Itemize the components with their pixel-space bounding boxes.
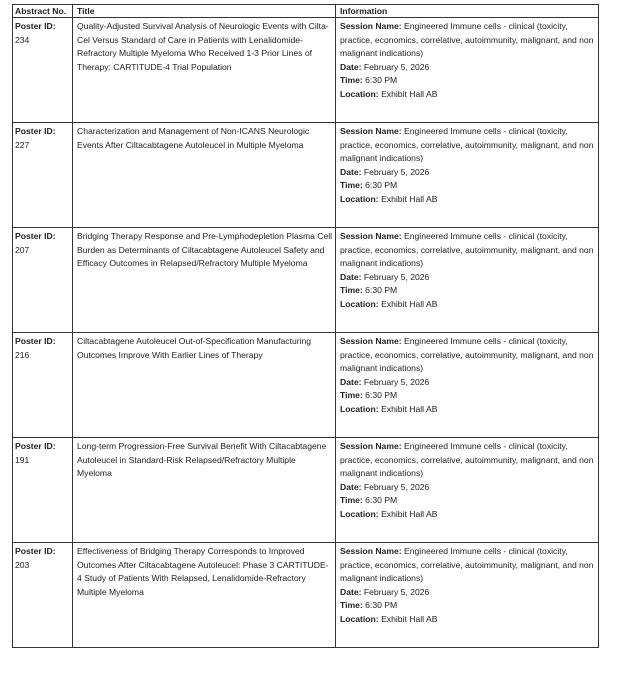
date-value: February 5, 2026 (363, 61, 430, 72)
time-line (340, 179, 596, 193)
title-cell: Bridging Therapy Response and Pre-Lymphodepletion Plasma Cell Burden as Determinants of Ciltacabtagene Autoleucel Safety and Efficacy Outcomes in Relapsed/Refractory Multiple Myeloma (73, 228, 336, 333)
poster-id-label: Poster ID: (15, 441, 56, 451)
location-value: Exhibit Hall AB (381, 298, 438, 309)
poster-id-label: Poster ID: (15, 21, 56, 31)
table-row (13, 438, 599, 543)
time-label: Time: (340, 390, 363, 401)
title-cell: Long-term Progression-Free Survival Benefit With Ciltacabtagene Autoleucel in Standard-Risk Relapsed/Refractory Multiple Myeloma (73, 438, 336, 543)
session-name-label: Session Name: (340, 126, 402, 136)
abstract-no-cell (13, 333, 73, 438)
time-line (340, 74, 596, 88)
date-label: Date: (340, 376, 362, 387)
session-name-label: Session Name: (340, 336, 402, 346)
poster-id-value: 203 (15, 559, 30, 570)
abstract-no-cell (13, 543, 73, 648)
time-label: Time: (340, 495, 363, 506)
location-label: Location: (340, 193, 379, 204)
location-value: Exhibit Hall AB (381, 193, 438, 204)
time-line (340, 494, 596, 508)
poster-id-value: 216 (15, 349, 30, 360)
date-value: February 5, 2026 (363, 376, 430, 387)
location-line (340, 613, 596, 627)
location-value: Exhibit Hall AB (381, 508, 438, 519)
table-row (13, 228, 599, 333)
date-line (340, 481, 596, 495)
time-value: 6:30 PM (365, 390, 398, 401)
session-name-value: Engineered Immune cells - clinical (toxicity, practice, economics, correlative, autoimmunity, malignant, and non malignant indications) (340, 336, 594, 374)
table-row (13, 543, 599, 648)
table-row (13, 18, 599, 123)
location-line (340, 88, 596, 102)
abstract-no-cell (13, 438, 73, 543)
table-header-row (13, 5, 599, 18)
table-row (13, 333, 599, 438)
abstract-no-cell (13, 228, 73, 333)
date-label: Date: (340, 586, 362, 597)
session-name-value: Engineered Immune cells - clinical (toxicity, practice, economics, correlative, autoimmunity, malignant, and non malignant indications) (340, 21, 594, 59)
date-label: Date: (340, 271, 362, 282)
date-line (340, 586, 596, 600)
time-value: 6:30 PM (365, 180, 398, 191)
session-name-label: Session Name: (340, 21, 402, 31)
location-line (340, 193, 596, 207)
time-label: Time: (340, 75, 363, 86)
information-cell (336, 438, 599, 543)
poster-id-label: Poster ID: (15, 126, 56, 136)
session-name-value: Engineered Immune cells - clinical (toxicity, practice, economics, correlative, autoimmunity, malignant, and non malignant indications) (340, 546, 594, 584)
information-cell (336, 543, 599, 648)
session-name-value: Engineered Immune cells - clinical (toxicity, practice, economics, correlative, autoimmunity, malignant, and non malignant indications) (340, 441, 594, 479)
header-information: Information (336, 5, 599, 18)
abstracts-table (12, 4, 599, 648)
session-line (340, 335, 596, 376)
poster-id-label: Poster ID: (15, 231, 56, 241)
session-line (340, 125, 596, 166)
session-name-label: Session Name: (340, 546, 402, 556)
date-line (340, 271, 596, 285)
date-line (340, 166, 596, 180)
location-label: Location: (340, 403, 379, 414)
location-line (340, 298, 596, 312)
session-name-value: Engineered Immune cells - clinical (toxicity, practice, economics, correlative, autoimmunity, malignant, and non malignant indications) (340, 231, 594, 269)
information-cell (336, 123, 599, 228)
poster-id-label: Poster ID: (15, 336, 56, 346)
poster-id-label: Poster ID: (15, 546, 56, 556)
location-label: Location: (340, 613, 379, 624)
abstract-no-cell (13, 18, 73, 123)
location-value: Exhibit Hall AB (381, 613, 438, 624)
title-cell: Characterization and Management of Non-ICANS Neurologic Events After Ciltacabtagene Autoleucel in Multiple Myeloma (73, 123, 336, 228)
session-name-label: Session Name: (340, 231, 402, 241)
date-value: February 5, 2026 (363, 481, 430, 492)
date-value: February 5, 2026 (363, 271, 430, 282)
date-label: Date: (340, 166, 362, 177)
time-value: 6:30 PM (365, 285, 398, 296)
location-label: Location: (340, 508, 379, 519)
header-title: Title (73, 5, 336, 18)
time-value: 6:30 PM (365, 600, 398, 611)
title-cell: Ciltacabtagene Autoleucel Out-of-Specification Manufacturing Outcomes Improve With Earlier Lines of Therapy (73, 333, 336, 438)
information-cell (336, 228, 599, 333)
time-value: 6:30 PM (365, 495, 398, 506)
poster-id-value: 227 (15, 139, 30, 150)
date-value: February 5, 2026 (363, 586, 430, 597)
session-name-label: Session Name: (340, 441, 402, 451)
session-line (340, 545, 596, 586)
location-line (340, 403, 596, 417)
title-cell: Quality-Adjusted Survival Analysis of Neurologic Events with Cilta-Cel Versus Standard of Care in Patients with Lenalidomide-Refractory Multiple Myeloma Who Received 1-3 Prior Lines of Therapy: CARTITUDE-4 Trial Population (73, 18, 336, 123)
time-line (340, 599, 596, 613)
header-abstract-no: Abstract No. (13, 5, 73, 18)
title-cell: Effectiveness of Bridging Therapy Corresponds to Improved Outcomes After Ciltacabtagene Autoleucel: Phase 3 CARTITUDE-4 Study of Patients With Relapsed, Lenalidomide-Refractory Multiple Myeloma (73, 543, 336, 648)
abstract-no-cell (13, 123, 73, 228)
poster-id-value: 207 (15, 244, 30, 255)
session-name-value: Engineered Immune cells - clinical (toxicity, practice, economics, correlative, autoimmunity, malignant, and non malignant indications) (340, 126, 594, 164)
location-label: Location: (340, 88, 379, 99)
location-line (340, 508, 596, 522)
date-value: February 5, 2026 (363, 166, 430, 177)
time-label: Time: (340, 600, 363, 611)
location-value: Exhibit Hall AB (381, 403, 438, 414)
information-cell (336, 18, 599, 123)
session-line (340, 440, 596, 481)
information-cell (336, 333, 599, 438)
time-line (340, 389, 596, 403)
session-line (340, 230, 596, 271)
session-line (340, 20, 596, 61)
time-label: Time: (340, 180, 363, 191)
poster-id-value: 191 (15, 454, 30, 465)
time-value: 6:30 PM (365, 75, 398, 86)
time-line (340, 284, 596, 298)
table-row (13, 123, 599, 228)
time-label: Time: (340, 285, 363, 296)
date-label: Date: (340, 481, 362, 492)
location-label: Location: (340, 298, 379, 309)
poster-id-value: 234 (15, 34, 30, 45)
date-line (340, 61, 596, 75)
date-label: Date: (340, 61, 362, 72)
date-line (340, 376, 596, 390)
location-value: Exhibit Hall AB (381, 88, 438, 99)
